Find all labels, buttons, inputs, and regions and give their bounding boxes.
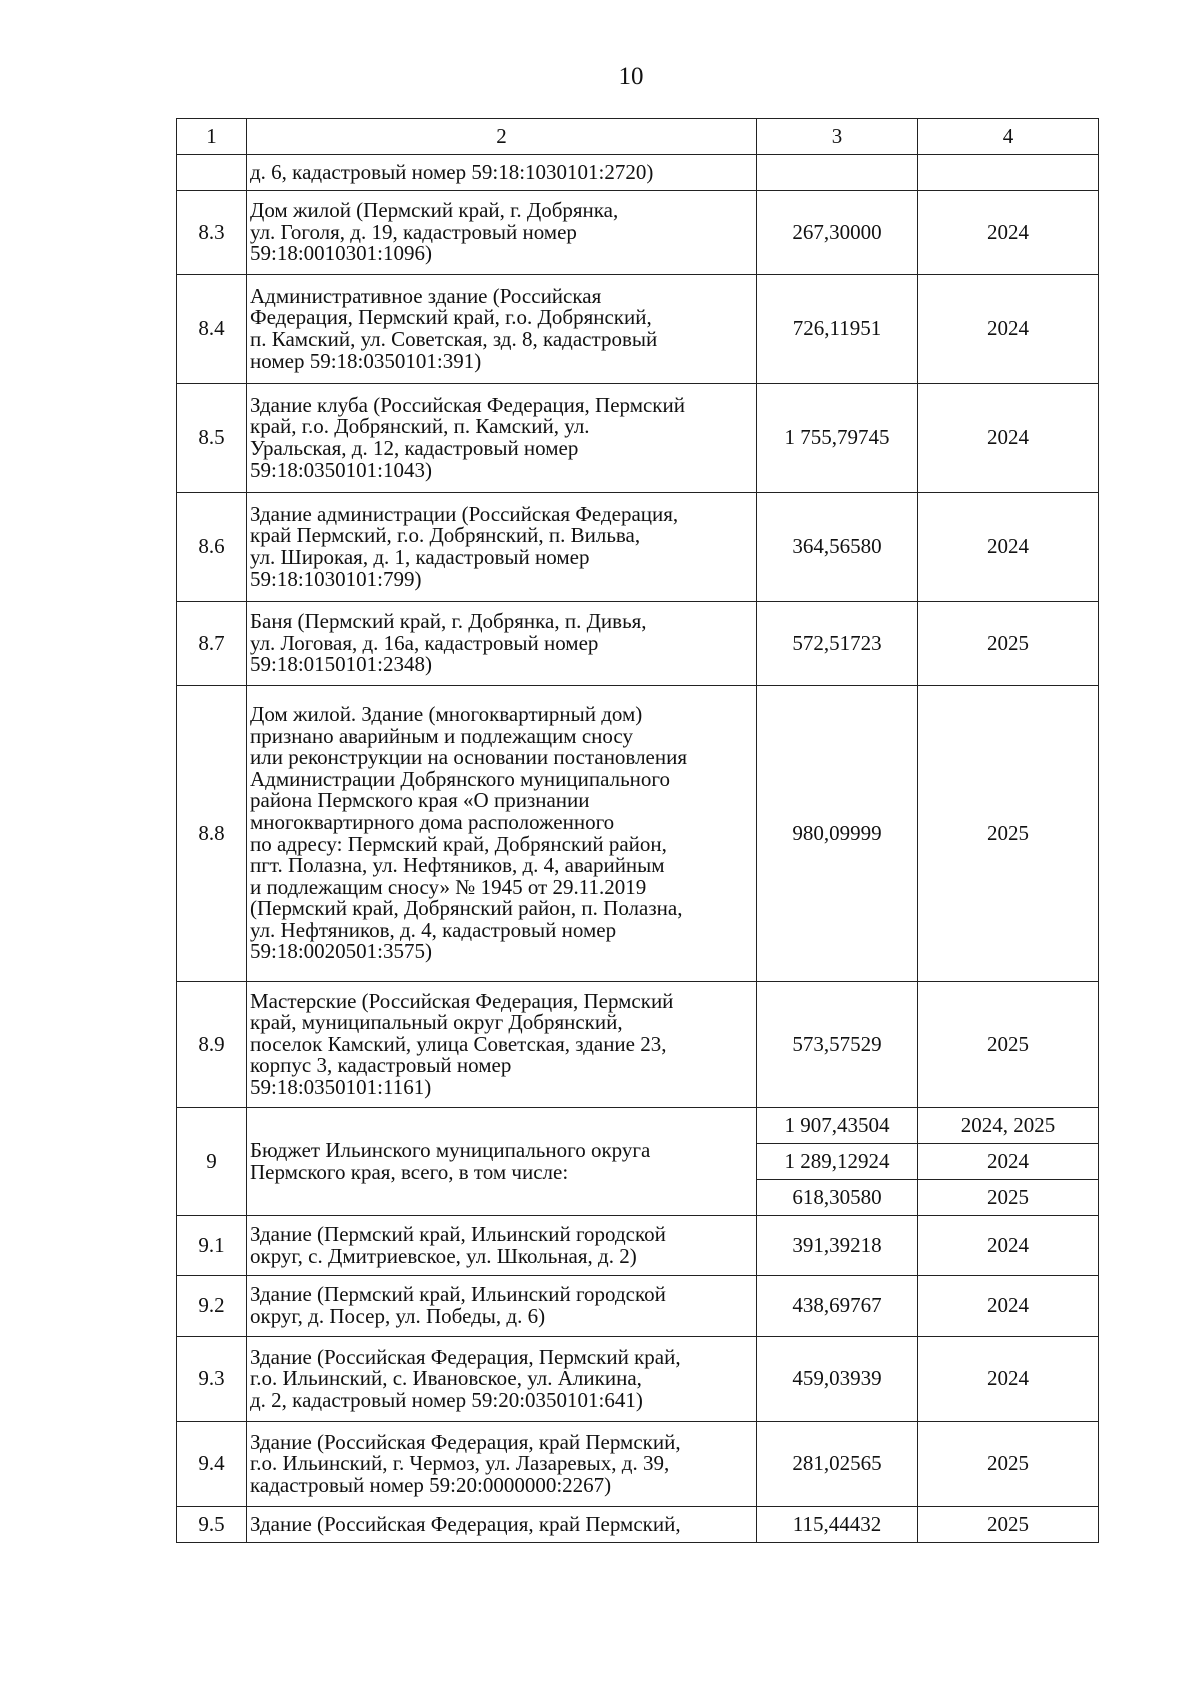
row-number: 8.3 bbox=[177, 191, 247, 275]
row-description: Здание (Российская Федерация, край Пермский, г.о. Ильинский, г. Чермоз, ул. Лазаревых, д. 39, кадастровый номер 59:20:0000000:2267) bbox=[247, 1422, 757, 1507]
row-year: 2025 bbox=[918, 1180, 1099, 1216]
row-description: Дом жилой. Здание (многоквартирный дом) признано аварийным и подлежащим сносу или реконструкции на основании постановления Администрации Добрянского муниципального района Пермского края «О признании многоквартирного дома расположенного по адресу: Пермский край, Добрянский район, пгт. Полазна, ул. Нефтяников, д. 4, аварийным и подлежащим сносу» № 1945 от 29.11.2019 (Пермский край, Добрянский район, п. Полазна, ул. Нефтяников, д. 4, кадастровый номер 59:18:0020501:3575) bbox=[247, 686, 757, 982]
table-row bbox=[177, 1108, 1099, 1144]
row-amount: 364,56580 bbox=[757, 493, 918, 602]
row-year: 2024, 2025 bbox=[918, 1108, 1099, 1144]
row-year: 2025 bbox=[918, 1507, 1099, 1543]
row-description: Баня (Пермский край, г. Добрянка, п. Дивья, ул. Логовая, д. 16а, кадастровый номер 59:18:0150101:2348) bbox=[247, 602, 757, 686]
row-description: Мастерские (Российская Федерация, Пермский край, муниципальный округ Добрянский, поселок Камский, улица Советская, здание 23, корпус 3, кадастровый номер 59:18:0350101:1161) bbox=[247, 982, 757, 1108]
row-amount: 572,51723 bbox=[757, 602, 918, 686]
table-row bbox=[177, 384, 1099, 493]
row-description: Дом жилой (Пермский край, г. Добрянка, ул. Гоголя, д. 19, кадастровый номер 59:18:0010301:1096) bbox=[247, 191, 757, 275]
table-row bbox=[177, 493, 1099, 602]
row-description: Здание (Российская Федерация, Пермский край, г.о. Ильинский, с. Ивановское, ул. Аликина, д. 2, кадастровый номер 59:20:0350101:641) bbox=[247, 1337, 757, 1422]
row-year: 2024 bbox=[918, 191, 1099, 275]
row-amount: 281,02565 bbox=[757, 1422, 918, 1507]
table-row bbox=[177, 1276, 1099, 1337]
table-row bbox=[177, 1422, 1099, 1507]
row-number bbox=[177, 155, 247, 191]
row-year bbox=[918, 155, 1099, 191]
row-year: 2024 bbox=[918, 275, 1099, 384]
row-number: 8.6 bbox=[177, 493, 247, 602]
row-number: 9.1 bbox=[177, 1216, 247, 1276]
table-row bbox=[177, 191, 1099, 275]
row-description: Здание (Пермский край, Ильинский городской округ, с. Дмитриевское, ул. Школьная, д. 2) bbox=[247, 1216, 757, 1276]
row-year: 2025 bbox=[918, 982, 1099, 1108]
row-amount: 980,09999 bbox=[757, 686, 918, 982]
row-description: д. 6, кадастровый номер 59:18:1030101:2720) bbox=[247, 155, 757, 191]
row-amount: 1 289,12924 bbox=[757, 1144, 918, 1180]
row-amount: 267,30000 bbox=[757, 191, 918, 275]
row-amount bbox=[757, 155, 918, 191]
property-table bbox=[176, 118, 1099, 1543]
column-header: 1 bbox=[177, 119, 247, 155]
row-amount: 1 907,43504 bbox=[757, 1108, 918, 1144]
row-number: 9.3 bbox=[177, 1337, 247, 1422]
row-description: Здание администрации (Российская Федерация, край Пермский, г.о. Добрянский, п. Вильва, ул. Широкая, д. 1, кадастровый номер 59:18:1030101:799) bbox=[247, 493, 757, 602]
row-number: 9.2 bbox=[177, 1276, 247, 1337]
row-description: Здание (Пермский край, Ильинский городской округ, д. Посер, ул. Победы, д. 6) bbox=[247, 1276, 757, 1337]
row-amount: 573,57529 bbox=[757, 982, 918, 1108]
column-header: 3 bbox=[757, 119, 918, 155]
row-year: 2025 bbox=[918, 1422, 1099, 1507]
table-row bbox=[177, 602, 1099, 686]
row-number: 8.9 bbox=[177, 982, 247, 1108]
table-row bbox=[177, 1216, 1099, 1276]
row-number: 9.5 bbox=[177, 1507, 247, 1543]
table-row bbox=[177, 1337, 1099, 1422]
row-amount: 115,44432 bbox=[757, 1507, 918, 1543]
row-year: 2024 bbox=[918, 1337, 1099, 1422]
row-number: 9.4 bbox=[177, 1422, 247, 1507]
row-number: 8.8 bbox=[177, 686, 247, 982]
column-header: 4 bbox=[918, 119, 1099, 155]
row-description: Здание (Российская Федерация, край Пермский, bbox=[247, 1507, 757, 1543]
row-description: Здание клуба (Российская Федерация, Пермский край, г.о. Добрянский, п. Камский, ул. Уральская, д. 12, кадастровый номер 59:18:0350101:1043) bbox=[247, 384, 757, 493]
page-number: 10 bbox=[618, 63, 644, 90]
row-amount: 438,69767 bbox=[757, 1276, 918, 1337]
row-description: Бюджет Ильинского муниципального округа Пермского края, всего, в том числе: bbox=[247, 1108, 757, 1216]
row-year: 2025 bbox=[918, 602, 1099, 686]
row-amount: 726,11951 bbox=[757, 275, 918, 384]
row-number: 8.4 bbox=[177, 275, 247, 384]
row-year: 2025 bbox=[918, 686, 1099, 982]
row-number: 8.7 bbox=[177, 602, 247, 686]
table-row bbox=[177, 275, 1099, 384]
row-year: 2024 bbox=[918, 493, 1099, 602]
table-row bbox=[177, 686, 1099, 982]
row-year: 2024 bbox=[918, 1144, 1099, 1180]
row-number: 9 bbox=[177, 1108, 247, 1216]
row-amount: 1 755,79745 bbox=[757, 384, 918, 493]
row-year: 2024 bbox=[918, 1276, 1099, 1337]
row-amount: 459,03939 bbox=[757, 1337, 918, 1422]
column-header: 2 bbox=[247, 119, 757, 155]
row-description: Административное здание (Российская Федерация, Пермский край, г.о. Добрянский, п. Камский, ул. Советская, зд. 8, кадастровый номер 59:18:0350101:391) bbox=[247, 275, 757, 384]
row-amount: 618,30580 bbox=[757, 1180, 918, 1216]
table-header-row bbox=[177, 119, 1099, 155]
table-row bbox=[177, 1507, 1099, 1543]
row-year: 2024 bbox=[918, 384, 1099, 493]
table-row bbox=[177, 982, 1099, 1108]
row-year: 2024 bbox=[918, 1216, 1099, 1276]
row-number: 8.5 bbox=[177, 384, 247, 493]
row-amount: 391,39218 bbox=[757, 1216, 918, 1276]
table-row bbox=[177, 155, 1099, 191]
